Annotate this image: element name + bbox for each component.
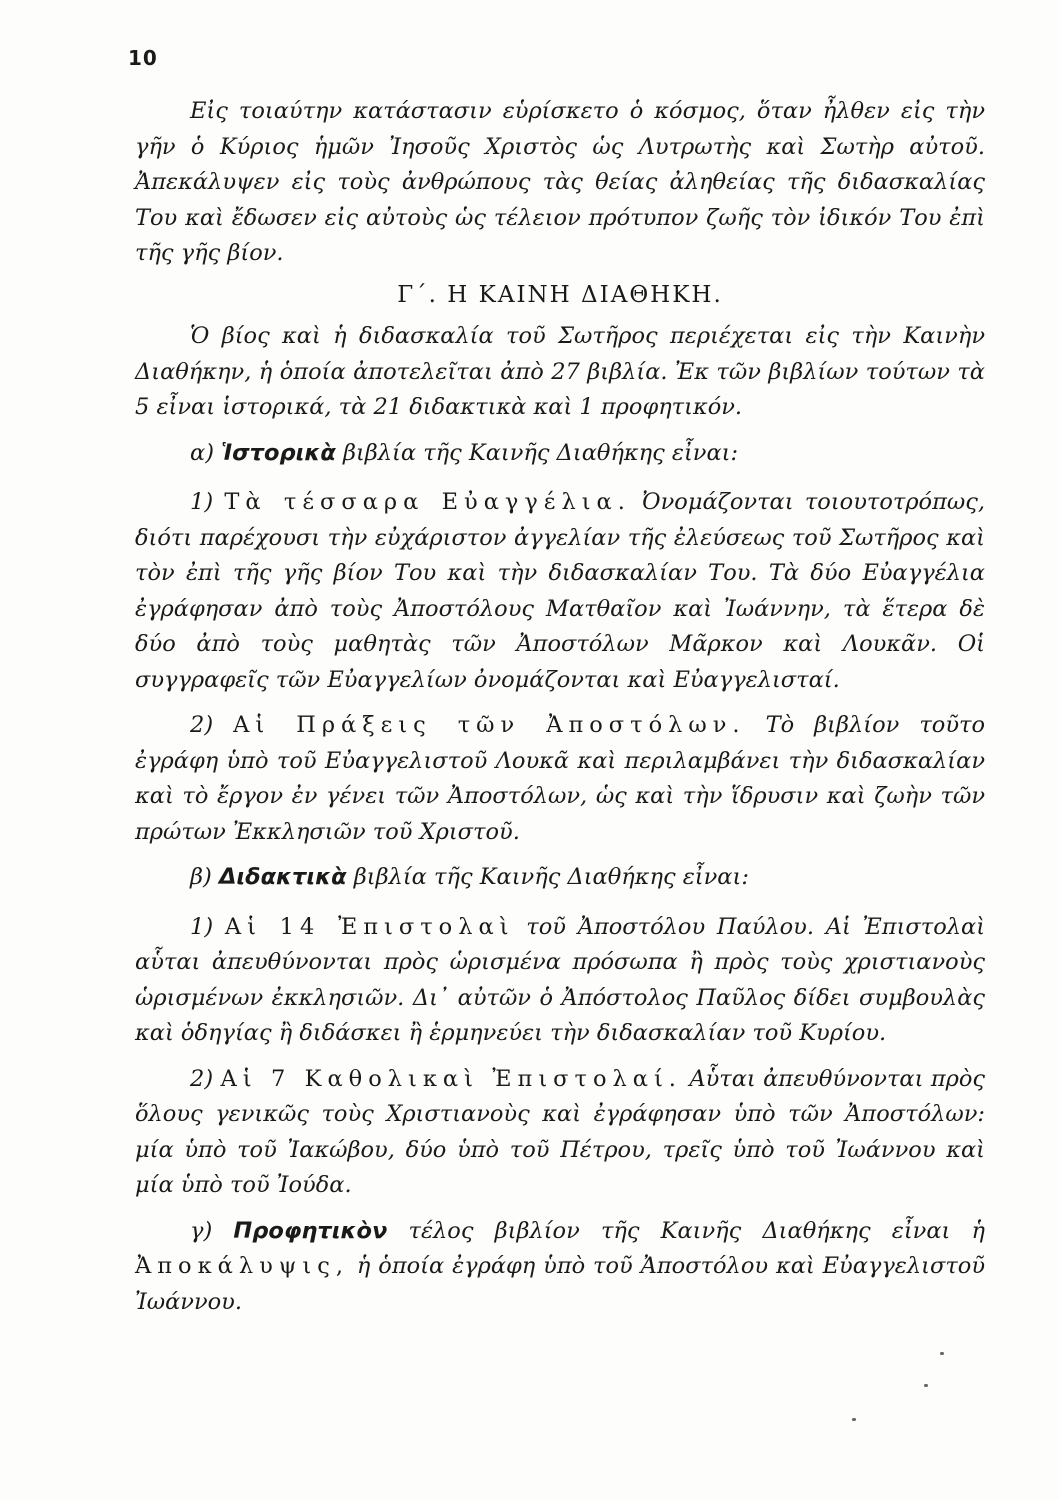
item-pauline-number: 1) (190, 913, 225, 940)
item-catholic-number: 2) (190, 1065, 221, 1092)
subsection-a (135, 436, 985, 472)
subsection-b-rest: βιβλία τῆς Καινῆς Διαθήκης εἶναι: (346, 864, 749, 890)
item-gospels (135, 485, 985, 698)
item-pauline-text: τοῦ Ἀποστόλου Παύλου. Αἱ Ἐπιστολαὶ αὗται ἀπευθύνονται πρὸς ὡρισμένα πρόσωπα ἢ πρὸς τοὺς χριστιανοὺς ὡρισμένων ἐκκλησιῶν. Δι᾽ αὐτῶν ὁ Ἀπόστολος Παῦλος δίδει συμβουλὰς καὶ ὁδηγίας ἢ διδάσκει ἢ ἑρμηνεύει τὴν διδασκαλίαν τοῦ Κυρίου. (135, 913, 986, 1046)
subsection-b-prefix: β) (190, 864, 219, 890)
ink-speck (852, 1418, 856, 1421)
item-pauline-title: Αἱ 14 Ἐπιστολαὶ (224, 913, 515, 940)
subsection-a-prefix: α) (190, 439, 222, 466)
item-gospels-number: 1) (190, 489, 225, 515)
subsection-c (135, 1214, 985, 1321)
page-number: 10 (128, 46, 158, 70)
item-catholic-epistles (135, 1062, 985, 1204)
item-acts-number: 2) (190, 712, 234, 738)
item-pauline-epistles (135, 910, 985, 1052)
item-acts-text: Τὸ βιβλίον τοῦτο ἐγράφη ὑπὸ τοῦ Εὐαγγελιστοῦ Λουκᾶ καὶ περιλαμβάνει τὴν διδασκαλίαν καὶ τὸ ἔργον ἐν γένει τῶν Ἀποστόλων, ὡς καὶ τὴν ἵδρυσιν καὶ ζωὴν τῶν πρώτων Ἐκκλησιῶν τοῦ Χριστοῦ. (135, 712, 985, 845)
ink-speck (940, 1352, 944, 1355)
paragraph-intro: Εἰς τοιαύτην κατάστασιν εὑρίσκετο ὁ κόσμος, ὅταν ἦλθεν εἰς τὴν γῆν ὁ Κύριος ἡμῶν Ἰησοῦς Χριστὸς ὡς Λυτρωτὴς καὶ Σωτὴρ αὐτοῦ. Ἀπεκάλυψεν εἰς τοὺς ἀνθρώπους τὰς θείας ἀληθείας τῆς διδασκαλίας Του καὶ ἔδωσεν εἰς αὐτοὺς ὡς τέλειον πρότυπον ζωῆς τὸν ἰδικόν Του ἐπὶ τῆς γῆς βίον. (135, 98, 985, 266)
item-catholic-text: Αὗται ἀπευθύνονται πρὸς ὅλους γενικῶς τοὺς Χριστιανοὺς καὶ ἐγράφησαν ὑπὸ τῶν Ἀποστόλων: μία ὑπὸ τοῦ Ἰακώβου, δύο ὑπὸ τοῦ Πέτρου, τρεῖς ὑπὸ τοῦ Ἰωάννου καὶ μία ὑπὸ τοῦ Ἰούδα. (135, 1065, 985, 1198)
item-catholic-title: Αἱ 7 Καθολικαὶ Ἐπιστολαί. (220, 1065, 682, 1092)
item-gospels-title: Τὰ τέσσαρα Εὐαγγέλια. (224, 489, 631, 515)
subsection-b (135, 860, 985, 896)
subsection-c-label: Προφητικὸν (233, 1217, 388, 1244)
subsection-a-rest: βιβλία τῆς Καινῆς Διαθήκης εἶναι: (335, 439, 739, 466)
subsection-c-prefix: γ) (190, 1217, 234, 1244)
subsection-c-title: Ἀποκάλυψις, (135, 1253, 349, 1279)
ink-speck (924, 1384, 928, 1387)
subsection-a-label: Ἱστορικὰ (221, 439, 336, 466)
subsection-c-rest: τέλος βιβλίον τῆς Καινῆς Διαθήκης εἶναι ἡ (387, 1217, 985, 1244)
page-body (135, 94, 985, 1320)
item-gospels-text: Ὀνομάζονται τοιουτοτρόπως, διότι παρέχουσι τὴν εὐχάριστον ἀγγελίαν τῆς ἐλεύσεως τοῦ Σωτῆρος καὶ τὸν ἐπὶ τῆς γῆς βίον Του καὶ τὴν διδασκαλίαν Του. Τὰ δύο Εὐαγγέλια ἐγράφησαν ἀπὸ τοὺς Ἀποστόλους Ματθαῖον καὶ Ἰωάννην, τὰ ἕτερα δὲ δύο ἀπὸ τοὺς μαθητὰς τῶν Ἀποστόλων Μᾶρκον καὶ Λουκᾶν. Οἱ συγγραφεῖς τῶν Εὐαγγελίων ὀνομάζονται καὶ Εὐαγγελισταί. (135, 489, 985, 693)
subsection-c-text: ἡ ὁποία ἐγράφη ὑπὸ τοῦ Ἀποστόλου καὶ Εὐαγγελιστοῦ Ἰωάννου. (135, 1253, 985, 1315)
item-acts-title: Αἱ Πράξεις τῶν Ἀποστόλων. (233, 712, 746, 738)
item-acts (135, 708, 985, 850)
subsection-b-label: Διδακτικὰ (218, 864, 347, 890)
paragraph-overview: Ὁ βίος καὶ ἡ διδασκαλία τοῦ Σωτῆρος περιέχεται εἰς τὴν Καινὴν Διαθήκην, ἡ ὁποία ἀποτελεῖται ἀπὸ 27 βιβλία. Ἐκ τῶν βιβλίων τούτων τὰ 5 εἶναι ἱστορικά, τὰ 21 διδακτικὰ καὶ 1 προφητικόν. (135, 323, 985, 420)
section-heading: Γ΄. Η ΚΑΙΝΗ ΔΙΑΘΗΚΗ. (397, 281, 723, 308)
